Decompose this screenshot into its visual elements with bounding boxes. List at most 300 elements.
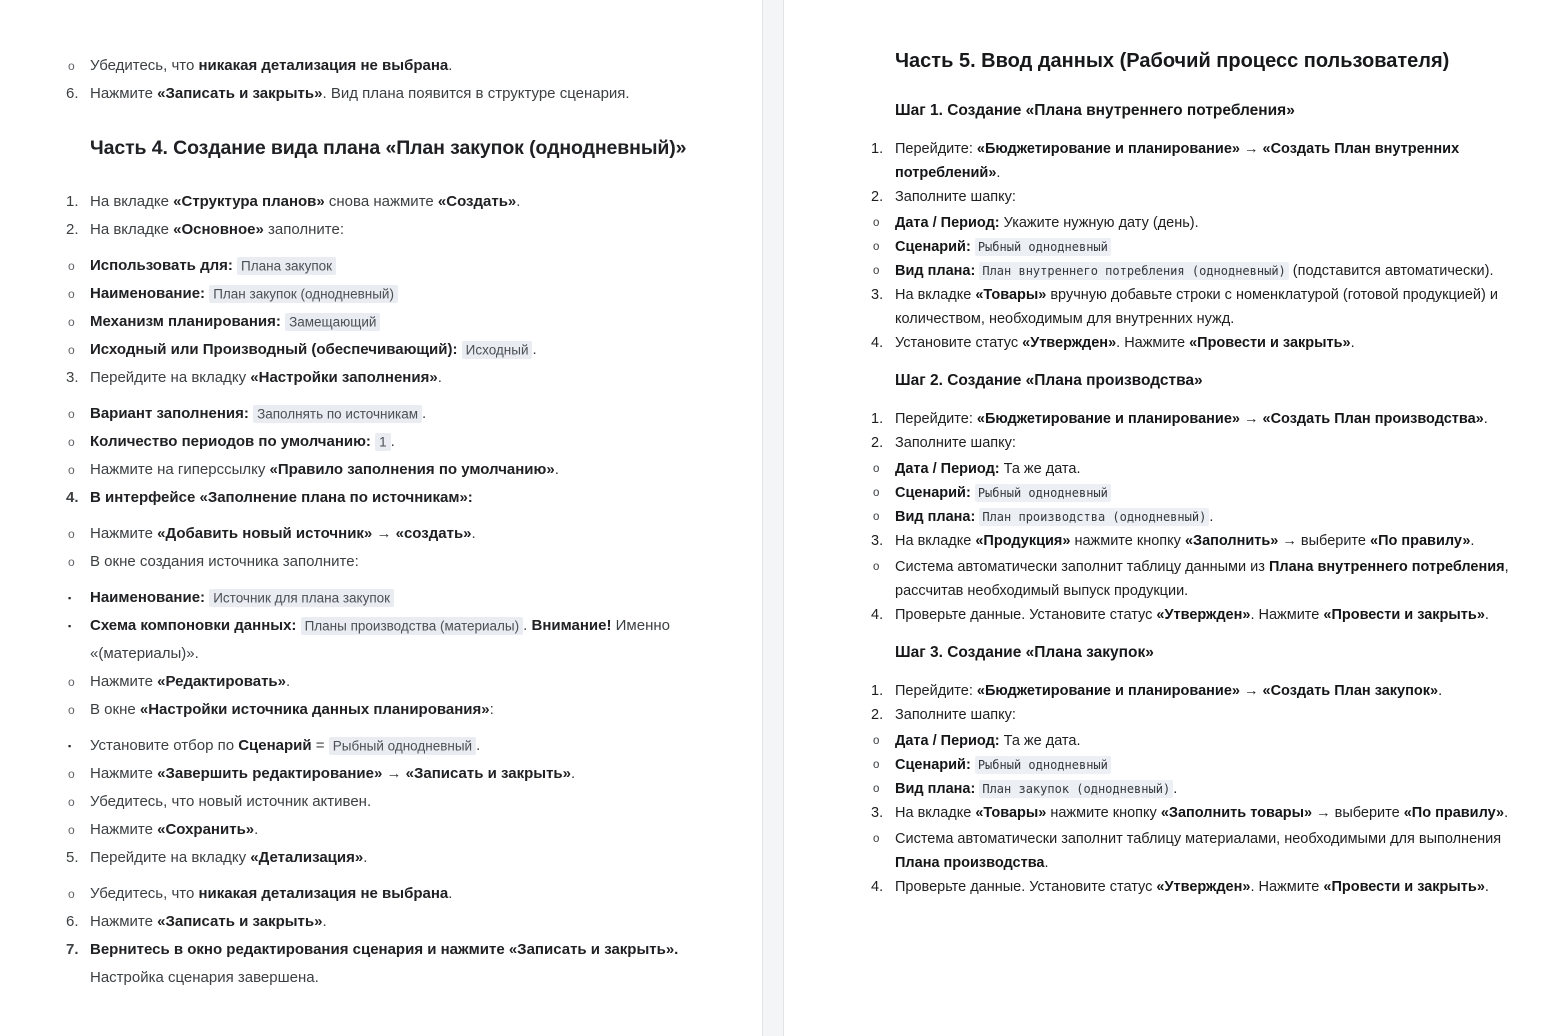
- text-run: →: [1239, 141, 1263, 157]
- doc-list-item: [66, 668, 722, 696]
- text-run: На вкладке: [895, 533, 976, 549]
- list-marker: o: [68, 435, 75, 449]
- bold-text-run: «Утвержден»: [1156, 879, 1251, 895]
- list-marker: o: [68, 887, 75, 901]
- list-marker: ▪: [68, 593, 72, 603]
- text-run: .: [322, 913, 327, 930]
- doc-list-item: [66, 280, 722, 308]
- list-item-text: [895, 335, 1355, 351]
- bold-text-run: никакая детализация не выбрана: [198, 57, 449, 74]
- list-item-text: [90, 221, 344, 238]
- doc-list-item: [66, 484, 722, 512]
- list-item-text: [90, 941, 678, 986]
- list-marker: o: [68, 795, 75, 809]
- list-marker: o: [68, 555, 75, 569]
- bold-text-run: Вид плана:: [895, 781, 976, 797]
- list-marker: o: [68, 527, 75, 541]
- doc-list-item: [66, 880, 722, 908]
- list-marker: 2.: [871, 189, 884, 205]
- text-run: →: [372, 525, 396, 542]
- list-marker: 4.: [871, 879, 884, 895]
- bold-text-run: «Добавить новый источник»: [157, 525, 373, 542]
- text-run: .: [1044, 855, 1049, 871]
- doc-list-item: [871, 137, 1520, 185]
- list-marker: 6.: [66, 913, 79, 930]
- list-item-text: [895, 215, 1199, 231]
- doc-list-item: [66, 908, 722, 936]
- list-item-text: [90, 737, 480, 754]
- doc-list-item: [871, 801, 1520, 825]
- list-item-text: [895, 831, 1501, 871]
- text-run: .: [254, 821, 259, 838]
- list-marker: o: [68, 407, 75, 421]
- text-run: Проверьте данные. Установите статус: [895, 607, 1157, 623]
- bold-text-run: «Детализация»: [250, 849, 364, 866]
- doc-list-item: [871, 259, 1520, 283]
- bold-text-run: «Бюджетирование и планирование»: [976, 683, 1240, 699]
- text-run: →: [1239, 411, 1263, 427]
- text-run: Установите отбор по: [90, 737, 239, 754]
- list-marker: o: [68, 287, 75, 301]
- list-item-text: [895, 781, 1177, 797]
- list-item-text: [895, 509, 1213, 525]
- list-item-text: [90, 405, 426, 422]
- inline-code-value: План производства (однодневный): [979, 508, 1209, 526]
- doc-list-item: [871, 875, 1520, 899]
- doc-list-item: [66, 364, 722, 392]
- bold-text-run: «Сохранить»: [157, 821, 255, 838]
- bold-text-run: «Правило заполнения по умолчанию»: [269, 461, 555, 478]
- bold-text-run: Дата / Период:: [895, 461, 1000, 477]
- list-item-text: [895, 683, 1442, 699]
- list-marker: o: [873, 833, 880, 845]
- bold-text-run: «Провести и закрыть»: [1323, 607, 1485, 623]
- list-marker: o: [68, 463, 75, 477]
- text-run: Перейдите на вкладку: [90, 369, 251, 386]
- list-item-text: [895, 607, 1489, 623]
- text-run: →: [1239, 683, 1263, 699]
- doc-list-item: [871, 283, 1520, 331]
- bold-text-run: Наименование:: [90, 589, 206, 606]
- list-item-text: [90, 821, 258, 838]
- list-item-text: [90, 341, 537, 358]
- bold-text-run: Вид плана:: [895, 263, 976, 279]
- list-marker: o: [68, 675, 75, 689]
- doc-list-item: [66, 428, 722, 456]
- list-marker: o: [68, 703, 75, 717]
- text-run: снова нажмите: [324, 193, 438, 210]
- list-marker: o: [68, 259, 75, 273]
- doc-list-item: [66, 252, 722, 280]
- list-marker: o: [873, 241, 880, 253]
- text-run: =: [311, 737, 329, 754]
- doc-list-item: [871, 703, 1520, 727]
- text-run: .: [571, 765, 576, 782]
- bold-text-run: Плана производства: [895, 855, 1045, 871]
- text-run: Установите статус: [895, 335, 1023, 351]
- text-run: .: [1470, 533, 1475, 549]
- text-run: .: [516, 193, 521, 210]
- text-run: заполните:: [263, 221, 344, 238]
- bold-text-run: Дата / Период:: [895, 733, 1000, 749]
- page-left: [0, 0, 762, 1036]
- text-run: .: [1483, 411, 1488, 427]
- text-run: .: [554, 461, 559, 478]
- doc-list-item: [66, 760, 722, 788]
- doc-list-item: [871, 729, 1520, 753]
- doc-list-item: [66, 308, 722, 336]
- text-run: .: [1350, 335, 1355, 351]
- inline-code-value: Рыбный однодневный: [975, 484, 1111, 502]
- bold-text-run: Количество периодов по умолчанию:: [90, 433, 371, 450]
- bold-text-run: «Провести и закрыть»: [1189, 335, 1351, 351]
- bold-text-run: Дата / Период:: [895, 215, 1000, 231]
- text-run: Перейдите на вкладку: [90, 849, 251, 866]
- section-heading: Часть 4. Создание вида плана «План закупок (однодневный)»: [90, 137, 687, 159]
- list-item-text: [90, 461, 559, 478]
- inline-code-value: Исходный: [462, 341, 533, 359]
- list-item-text: [895, 805, 1508, 821]
- list-item-text: [90, 369, 442, 386]
- subsection-heading: Шаг 2. Создание «Плана производства»: [895, 372, 1203, 389]
- list-marker: 1.: [871, 683, 884, 699]
- list-marker: ▪: [68, 621, 72, 631]
- list-marker: ▪: [68, 741, 72, 751]
- list-marker: o: [873, 463, 880, 475]
- bold-text-run: «Настройки заполнения»: [250, 369, 438, 386]
- list-item-text: [90, 885, 452, 902]
- list-item-text: [90, 257, 336, 274]
- text-run: Убедитесь, что: [90, 885, 199, 902]
- text-run: [457, 341, 461, 358]
- text-run: Перейдите:: [895, 411, 977, 427]
- inline-code-value: План закупок (однодневный): [979, 780, 1173, 798]
- list-item-text: [90, 589, 394, 606]
- list-item-text: [90, 433, 395, 450]
- text-run: .: [421, 405, 427, 422]
- list-marker: o: [873, 511, 880, 523]
- text-run: .: [476, 737, 481, 754]
- bold-text-run: «Провести и закрыть»: [1323, 879, 1485, 895]
- text-run: Нажмите на гиперссылку: [90, 461, 270, 478]
- doc-list-item: [871, 407, 1520, 431]
- doc-list-item: [66, 584, 722, 612]
- text-run: Проверьте данные. Установите статус: [895, 879, 1157, 895]
- text-run: .: [448, 57, 453, 74]
- text-run: Заполните шапку:: [895, 707, 1016, 723]
- text-run: Перейдите:: [895, 683, 977, 699]
- inline-code-value: План внутреннего потребления (однодневный): [979, 262, 1288, 280]
- text-run: .: [532, 341, 537, 358]
- text-run: → выберите: [1278, 533, 1370, 549]
- list-item-text: [90, 57, 452, 74]
- text-run: На вкладке: [90, 193, 174, 210]
- list-item-text: [90, 913, 327, 930]
- doc-list-item: [66, 52, 722, 80]
- doc-list-item: [66, 936, 722, 992]
- list-marker: 4.: [66, 489, 79, 506]
- list-marker: 1.: [871, 141, 884, 157]
- text-run: .: [471, 525, 476, 542]
- subsection-heading: Шаг 3. Создание «Плана закупок»: [895, 644, 1154, 661]
- bold-text-run: «Заполнить»: [1184, 533, 1279, 549]
- list-marker: 3.: [871, 805, 884, 821]
- list-item-text: [895, 485, 1111, 501]
- text-run: Убедитесь, что: [90, 57, 199, 74]
- inline-code-value: 1: [375, 433, 391, 451]
- text-run: Та же дата.: [999, 461, 1081, 477]
- bold-text-run: «Продукция»: [975, 533, 1071, 549]
- text-run: Заполните шапку:: [895, 435, 1016, 451]
- list-item-text: [90, 489, 473, 506]
- subsection-heading: Шаг 1. Создание «Плана внутреннего потребления»: [895, 102, 1295, 119]
- doc-list-item: [66, 80, 722, 108]
- list-item-text: [90, 285, 398, 302]
- text-run: Убедитесь, что новый источник активен.: [90, 793, 372, 810]
- inline-code-value: Планы производства (материалы): [301, 617, 524, 635]
- doc-list-item: [871, 753, 1520, 777]
- doc-list-item: [871, 777, 1520, 801]
- doc-list-item: [66, 336, 722, 364]
- bold-text-run: Сценарий:: [895, 757, 971, 773]
- doc-list-item: [66, 520, 722, 548]
- text-run: .: [523, 617, 532, 634]
- list-item-text: [895, 239, 1111, 255]
- bold-text-run: Внимание!: [531, 617, 612, 634]
- doc-list-item: [871, 211, 1520, 235]
- doc-list-item: [66, 548, 722, 576]
- text-run: (подставится автоматически).: [1288, 263, 1494, 279]
- doc-list-item: [871, 679, 1520, 703]
- text-run: Система автоматически заполнит таблицу материалами, необходимыми для выполнения: [895, 831, 1502, 847]
- inline-code-value: Замещающий: [285, 313, 380, 331]
- list-marker: o: [68, 767, 75, 781]
- text-run: Нажмите: [90, 525, 158, 542]
- text-run: .: [1209, 509, 1214, 525]
- text-run: .: [1173, 781, 1178, 797]
- bold-text-run: «Бюджетирование и планирование»: [976, 141, 1240, 157]
- list-marker: 3.: [871, 287, 884, 303]
- inline-code-value: Рыбный однодневный: [329, 737, 476, 755]
- bold-text-run: Использовать для:: [90, 257, 233, 274]
- bold-text-run: «По правилу»: [1403, 805, 1505, 821]
- bold-text-run: «Записать и закрыть»: [157, 85, 323, 102]
- doc-list-item: [871, 457, 1520, 481]
- bold-text-run: «По правилу»: [1370, 533, 1471, 549]
- list-item-text: [90, 525, 476, 542]
- bold-text-run: Плана внутреннего потребления: [1268, 559, 1505, 575]
- text-run: .: [363, 849, 368, 866]
- bold-text-run: «Заполнить товары»: [1160, 805, 1313, 821]
- list-item-text: [895, 189, 1016, 205]
- list-item-text: [90, 765, 575, 782]
- bold-text-run: «Записать и закрыть»: [405, 765, 571, 782]
- bold-text-run: «Утвержден»: [1156, 607, 1251, 623]
- list-item-text: [895, 707, 1016, 723]
- doc-list-item: [871, 505, 1520, 529]
- list-marker: 1.: [66, 193, 79, 210]
- list-item-text: [895, 411, 1488, 427]
- list-marker: 4.: [871, 607, 884, 623]
- list-item-text: [90, 313, 380, 330]
- text-run: . Нажмите: [1250, 607, 1324, 623]
- list-item-text: [895, 733, 1081, 749]
- text-run: Нажмите: [90, 913, 158, 930]
- text-run: .: [285, 673, 291, 690]
- list-item-text: [90, 193, 520, 210]
- text-run: вручную добавьте строки с номенклатурой (готовой продукцией) и количеством, необходимым для внутренних нужд.: [895, 287, 1498, 327]
- bold-text-run: «Создать План закупок»: [1262, 683, 1439, 699]
- list-marker: 6.: [66, 85, 79, 102]
- inline-code-value: Рыбный однодневный: [975, 756, 1111, 774]
- text-run: На вкладке: [895, 287, 976, 303]
- text-run: В окне создания источника заполните:: [90, 553, 359, 570]
- bold-text-run: «Записать и закрыть»: [157, 913, 323, 930]
- list-item-text: [90, 617, 670, 662]
- list-marker: o: [68, 343, 75, 357]
- bold-text-run: «Основное»: [173, 221, 264, 238]
- list-item-text: [895, 879, 1489, 895]
- text-run: →: [382, 765, 406, 782]
- bold-text-run: «Бюджетирование и планирование»: [976, 411, 1240, 427]
- bold-text-run: Схема компоновки данных:: [90, 617, 297, 634]
- text-run: .: [437, 369, 442, 386]
- bold-text-run: «Структура планов»: [173, 193, 325, 210]
- text-run: Укажите нужную дату (день).: [999, 215, 1199, 231]
- list-item-text: [895, 533, 1474, 549]
- inline-code-value: Плана закупок: [237, 257, 336, 275]
- list-marker: 1.: [871, 411, 884, 427]
- text-run: :: [489, 701, 494, 718]
- text-run: Та же дата.: [999, 733, 1081, 749]
- text-run: Нажмите: [90, 673, 158, 690]
- text-run: . Нажмите: [1116, 335, 1190, 351]
- list-item-text: [895, 141, 1459, 181]
- doc-list-item: [871, 603, 1520, 627]
- text-run: В окне: [90, 701, 140, 718]
- doc-list-item: [66, 788, 722, 816]
- page-right: [786, 0, 1560, 1036]
- list-marker: o: [873, 735, 880, 747]
- list-marker: 3.: [871, 533, 884, 549]
- list-item-text: [90, 673, 290, 690]
- doc-list-item: [871, 555, 1520, 603]
- bold-text-run: Вариант заполнения:: [90, 405, 249, 422]
- text-run: .: [1438, 683, 1443, 699]
- text-run: Именно «(материалы)».: [90, 617, 670, 662]
- bold-text-run: «Создать»: [437, 193, 517, 210]
- list-item-text: [90, 849, 367, 866]
- list-marker: 3.: [66, 369, 79, 386]
- list-item-text: [90, 85, 630, 102]
- text-run: .: [390, 433, 395, 450]
- list-item-text: [90, 793, 371, 810]
- doc-list-item: [66, 844, 722, 872]
- bold-text-run: «Создать План внутренних потреблений»: [895, 141, 1460, 181]
- bold-text-run: Наименование:: [90, 285, 206, 302]
- bold-text-run: Сценарий: [238, 737, 312, 754]
- list-item-text: [895, 263, 1494, 279]
- page-divider: [762, 0, 784, 1036]
- doc-list-item: [66, 612, 722, 668]
- doc-list-item: [871, 529, 1520, 553]
- text-run: нажмите кнопку: [1070, 533, 1185, 549]
- inline-code-value: Рыбный однодневный: [975, 238, 1111, 256]
- doc-list-item: [66, 188, 722, 216]
- list-item-text: [895, 287, 1498, 327]
- doc-list-item: [66, 216, 722, 244]
- text-run: нажмите кнопку: [1046, 805, 1161, 821]
- list-marker: o: [873, 759, 880, 771]
- text-run: Настройка сценария завершена.: [90, 969, 319, 986]
- list-item-text: [895, 757, 1111, 773]
- inline-code-value: Источник для плана закупок: [209, 589, 394, 607]
- doc-list-item: [66, 732, 722, 760]
- text-run: Нажмите: [90, 765, 158, 782]
- list-marker: o: [873, 783, 880, 795]
- text-run: . Нажмите: [1250, 879, 1324, 895]
- doc-list-item: [871, 481, 1520, 505]
- doc-list-item: [871, 235, 1520, 259]
- text-run: Нажмите: [90, 821, 158, 838]
- text-run: → выберите: [1312, 805, 1404, 821]
- bold-text-run: «Товары»: [975, 287, 1047, 303]
- bold-text-run: «Утвержден»: [1022, 335, 1117, 351]
- bold-text-run: Сценарий:: [895, 239, 971, 255]
- bold-text-run: «Товары»: [975, 805, 1047, 821]
- text-run: На вкладке: [895, 805, 976, 821]
- list-item-text: [895, 461, 1081, 477]
- text-run: Перейдите:: [895, 141, 977, 157]
- list-marker: 2.: [66, 221, 79, 238]
- text-run: Заполните шапку:: [895, 189, 1016, 205]
- text-run: .: [1484, 607, 1489, 623]
- list-marker: o: [873, 265, 880, 277]
- doc-list-item: [66, 456, 722, 484]
- bold-text-run: никакая детализация не выбрана: [198, 885, 449, 902]
- list-marker: o: [873, 561, 880, 573]
- text-run: Нажмите: [90, 85, 158, 102]
- text-run: , рассчитав необходимый выпуск продукции.: [895, 559, 1509, 599]
- list-item-text: [895, 559, 1509, 599]
- text-run: .: [1484, 879, 1489, 895]
- text-run: Система автоматически заполнит таблицу данными из: [895, 559, 1269, 575]
- inline-code-value: Заполнять по источникам: [253, 405, 422, 423]
- list-marker: o: [68, 59, 75, 73]
- text-run: .: [996, 165, 1001, 181]
- bold-text-run: Сценарий:: [895, 485, 971, 501]
- list-marker: o: [68, 315, 75, 329]
- text-run: [296, 617, 300, 634]
- list-marker: 5.: [66, 849, 79, 866]
- text-run: На вкладке: [90, 221, 174, 238]
- list-marker: o: [873, 487, 880, 499]
- bold-text-run: «Создать План производства»: [1262, 411, 1484, 427]
- text-run: .: [1504, 805, 1509, 821]
- inline-code-value: План закупок (однодневный): [209, 285, 398, 303]
- list-marker: 2.: [871, 435, 884, 451]
- list-item-text: [90, 553, 359, 570]
- section-heading: Часть 5. Ввод данных (Рабочий процесс пользователя): [895, 50, 1450, 72]
- bold-text-run: «Редактировать»: [157, 673, 286, 690]
- bold-text-run: «Настройки источника данных планирования»: [139, 701, 490, 718]
- list-marker: o: [873, 217, 880, 229]
- list-marker: 2.: [871, 707, 884, 723]
- bold-text-run: Механизм планирования:: [90, 313, 281, 330]
- doc-list-item: [871, 331, 1520, 355]
- list-marker: 4.: [871, 335, 884, 351]
- bold-text-run: «Завершить редактирование»: [157, 765, 383, 782]
